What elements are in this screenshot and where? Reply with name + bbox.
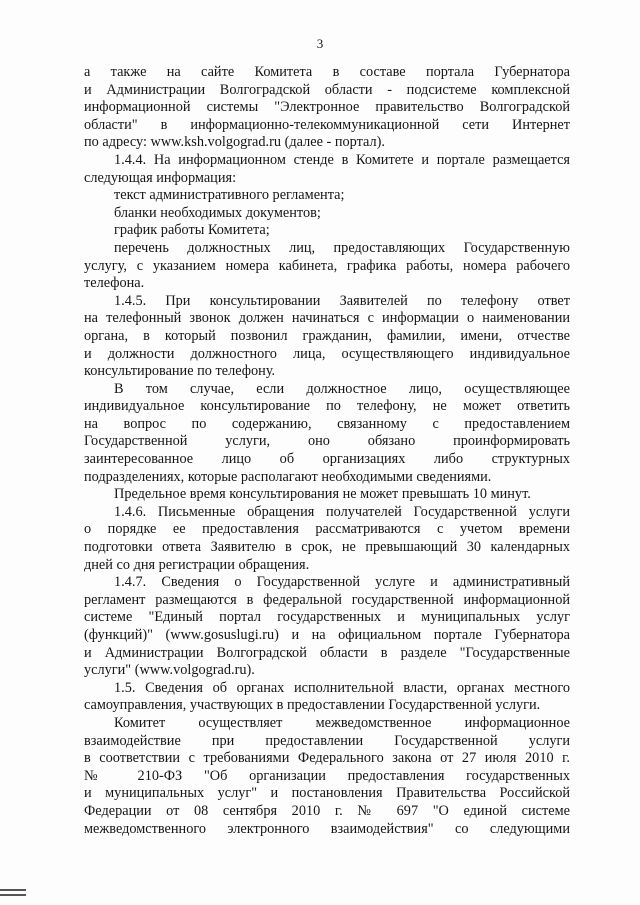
text-line: график работы Комитета; — [114, 222, 270, 239]
text-line: 1.4.7. Сведения о Государственной услуге и административный — [114, 574, 570, 591]
text-line: бланки необходимых документов; — [114, 204, 321, 221]
document-body — [84, 64, 570, 838]
text-line: подготовки ответа Заявителю в срок, не превышающий 30 календарных — [84, 539, 570, 556]
text-line: в соответствии с требованиями Федерального закона от 27 июля 2010 г. — [84, 750, 570, 767]
text-line: 1.4.4. На информационном стенде в Комитете и портале размещается — [114, 151, 570, 168]
text-line: взаимодействие при предоставлении Государственной услуги — [84, 732, 570, 749]
text-line: информационной системы "Электронное правительство Волгоградской — [84, 99, 570, 116]
text-line: системе "Единый портал государственных и муниципальных услуг — [84, 609, 570, 626]
text-line: и должности должностного лица, осуществляющего индивидуальное — [84, 345, 570, 362]
text-line: В том случае, если должностное лицо, осуществляющее — [114, 380, 570, 397]
text-line: и муниципальных услуг" и постановления Правительства Российской — [84, 785, 570, 802]
text-line: консультирование по телефону. — [84, 363, 276, 380]
text-line: 1.4.6. Письменные обращения получателей Государственной услуги — [114, 503, 570, 520]
text-line: заинтересованное лицо об организациях либо структурных — [84, 451, 570, 468]
margin-mark — [0, 889, 26, 891]
text-line: на телефонный звонок должен начинаться с информации о наименовании — [84, 310, 570, 327]
text-line: услуги" (www.volgograd.ru). — [84, 662, 255, 679]
text-line: Федерации от 08 сентября 2010 г. № 697 "О единой системе — [84, 802, 570, 819]
text-line: текст административного регламента; — [114, 187, 345, 204]
text-line: Комитет осуществляет межведомственное информационное — [114, 714, 570, 731]
text-line: и Администрации Волгоградской области в разделе "Государственные — [84, 644, 570, 661]
text-line: подразделениях, которые располагают необходимыми сведениями. — [84, 468, 492, 485]
text-line: дней со дня регистрации обращения. — [84, 556, 310, 573]
text-line: услугу, с указанием номера кабинета, графика работы, номера рабочего — [84, 257, 570, 274]
text-line: самоуправления, участвующих в предоставлении Государственной услуги. — [84, 697, 541, 714]
text-line: регламент размещаются в федеральной государственной информационной — [84, 591, 570, 608]
text-line: № 210-ФЗ "Об организации предоставления государственных — [84, 767, 570, 784]
text-line: 1.4.5. При консультировании Заявителей по телефону ответ — [114, 292, 570, 309]
text-line: перечень должностных лиц, предоставляющих Государственную — [114, 239, 570, 256]
text-line: на вопрос по содержанию, связанному с предоставлением — [84, 415, 570, 432]
text-line: (функций)" (www.gosuslugi.ru) и на официальном портале Губернатора — [84, 627, 570, 643]
text-line: следующая информация: — [84, 169, 237, 186]
text-line: индивидуальное консультирование по телефону, не может ответить — [84, 398, 570, 415]
text-line: 1.5. Сведения об органах исполнительной власти, органах местного — [114, 679, 570, 696]
margin-mark — [0, 894, 26, 896]
text-line: телефона. — [84, 275, 145, 292]
text-line: Предельное время консультирования не может превышать 10 минут. — [114, 486, 531, 503]
text-line: и Администрации Волгоградской области - подсистеме комплексной — [84, 81, 570, 98]
text-line: органа, в который позвонил гражданин, фамилии, имени, отчестве — [84, 327, 570, 344]
text-line: а также на сайте Комитета в составе портала Губернатора — [84, 64, 570, 80]
text-line: области" в информационно-телекоммуникационной сети Интернет — [84, 116, 570, 133]
text-line: по адресу: www.ksh.volgograd.ru (далее - портал). — [84, 134, 385, 151]
text-line: межведомственного электронного взаимодействия" со следующими — [84, 820, 570, 837]
page-number: 3 — [316, 36, 324, 51]
text-line: Государственной услуги, оно обязано проинформировать — [84, 433, 570, 450]
text-line: о порядке ее предоставления рассматриваются с учетом времени — [84, 521, 570, 538]
